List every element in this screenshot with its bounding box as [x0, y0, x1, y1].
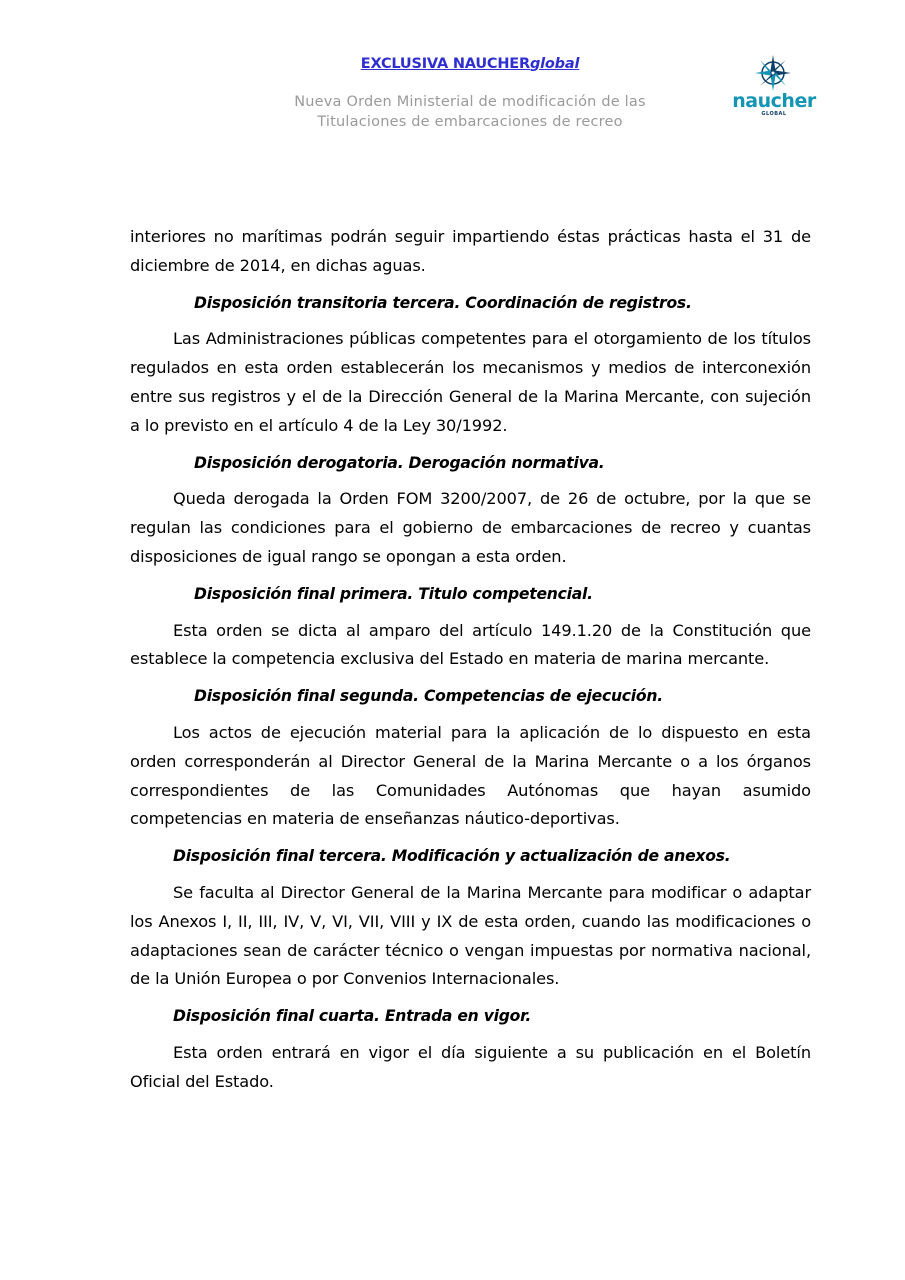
heading-derogatoria: Disposición derogatoria. Derogación normativa. — [194, 453, 605, 472]
page-header — [0, 0, 905, 160]
compass-rose-icon — [753, 54, 793, 92]
paragraph-entrada-vigor: Esta orden entrará en vigor el día siguiente a su publicación en el Boletín Oficial del Estado. — [130, 1042, 811, 1091]
paragraph-competencias-ejecucion: Los actos de ejecución material para la aplicación de lo dispuesto en esta orden corresponderán al Director General de la Marina Mercante o a los órganos correspondientes de las Comunidades Autónomas que hayan asumido competencias en materia de enseñanzas náutico-deportivas. — [130, 722, 811, 829]
document-body — [130, 223, 811, 1105]
paragraph-titulo-competencial: Esta orden se dicta al amparo del artículo 149.1.20 de la Constitución que establece la competencia exclusiva del Estado en materia de marina mercante. — [130, 620, 811, 669]
header-subtitle — [270, 92, 670, 132]
exclusive-link-suffix[interactable]: global — [529, 56, 580, 72]
logo-subtext: GLOBAL — [761, 111, 787, 117]
heading-transitoria-tercera: Disposición transitoria tercera. Coordinación de registros. — [194, 293, 692, 312]
logo-wordmark: naucher — [732, 90, 816, 112]
paragraph-continuation: interiores no marítimas podrán seguir impartiendo éstas prácticas hasta el 31 de diciembre de 2014, en dichas aguas. — [130, 227, 811, 275]
heading-final-segunda: Disposición final segunda. Competencias de ejecución. — [194, 687, 663, 706]
heading-final-tercera: Disposición final tercera. Modificación y actualización de anexos. — [173, 847, 731, 866]
exclusive-link-main[interactable]: EXCLUSIVA NAUCHER — [360, 56, 530, 72]
exclusive-link[interactable] — [270, 56, 670, 72]
paragraph-modificacion-anexos: Se faculta al Director General de la Marina Mercante para modificar o adaptar los Anexos I, II, III, IV, V, VI, VII, VIII y IX de esta orden, cuando las modificaciones o adaptaciones sean de carácter técnico o vengan impuestas por normativa nacional, de la Unión Europea o por Convenios Internacionales. — [130, 882, 811, 989]
heading-final-cuarta: Disposición final cuarta. Entrada en vigor. — [173, 1007, 531, 1026]
paragraph-coordinacion-registros: Las Administraciones públicas competentes para el otorgamiento de los títulos regulados en esta orden establecerán los mecanismos y medios de interconexión entre sus registros y el de la Dirección General de la Marina Mercante, con sujeción a lo previsto en el artículo 4 de la Ley 30/1992. — [130, 329, 811, 435]
naucher-logo — [728, 54, 818, 120]
header-subtitle-line1: Nueva Orden Ministerial de modificación de las — [294, 94, 646, 110]
paragraph-derogacion: Queda derogada la Orden FOM 3200/2007, de 26 de octubre, por la que se regulan las condiciones para el gobierno de embarcaciones de recreo y cuantas disposiciones de igual rango se opongan a esta orden. — [130, 489, 811, 566]
heading-final-primera: Disposición final primera. Titulo competencial. — [194, 584, 593, 603]
header-subtitle-line2: Titulaciones de embarcaciones de recreo — [317, 114, 623, 130]
